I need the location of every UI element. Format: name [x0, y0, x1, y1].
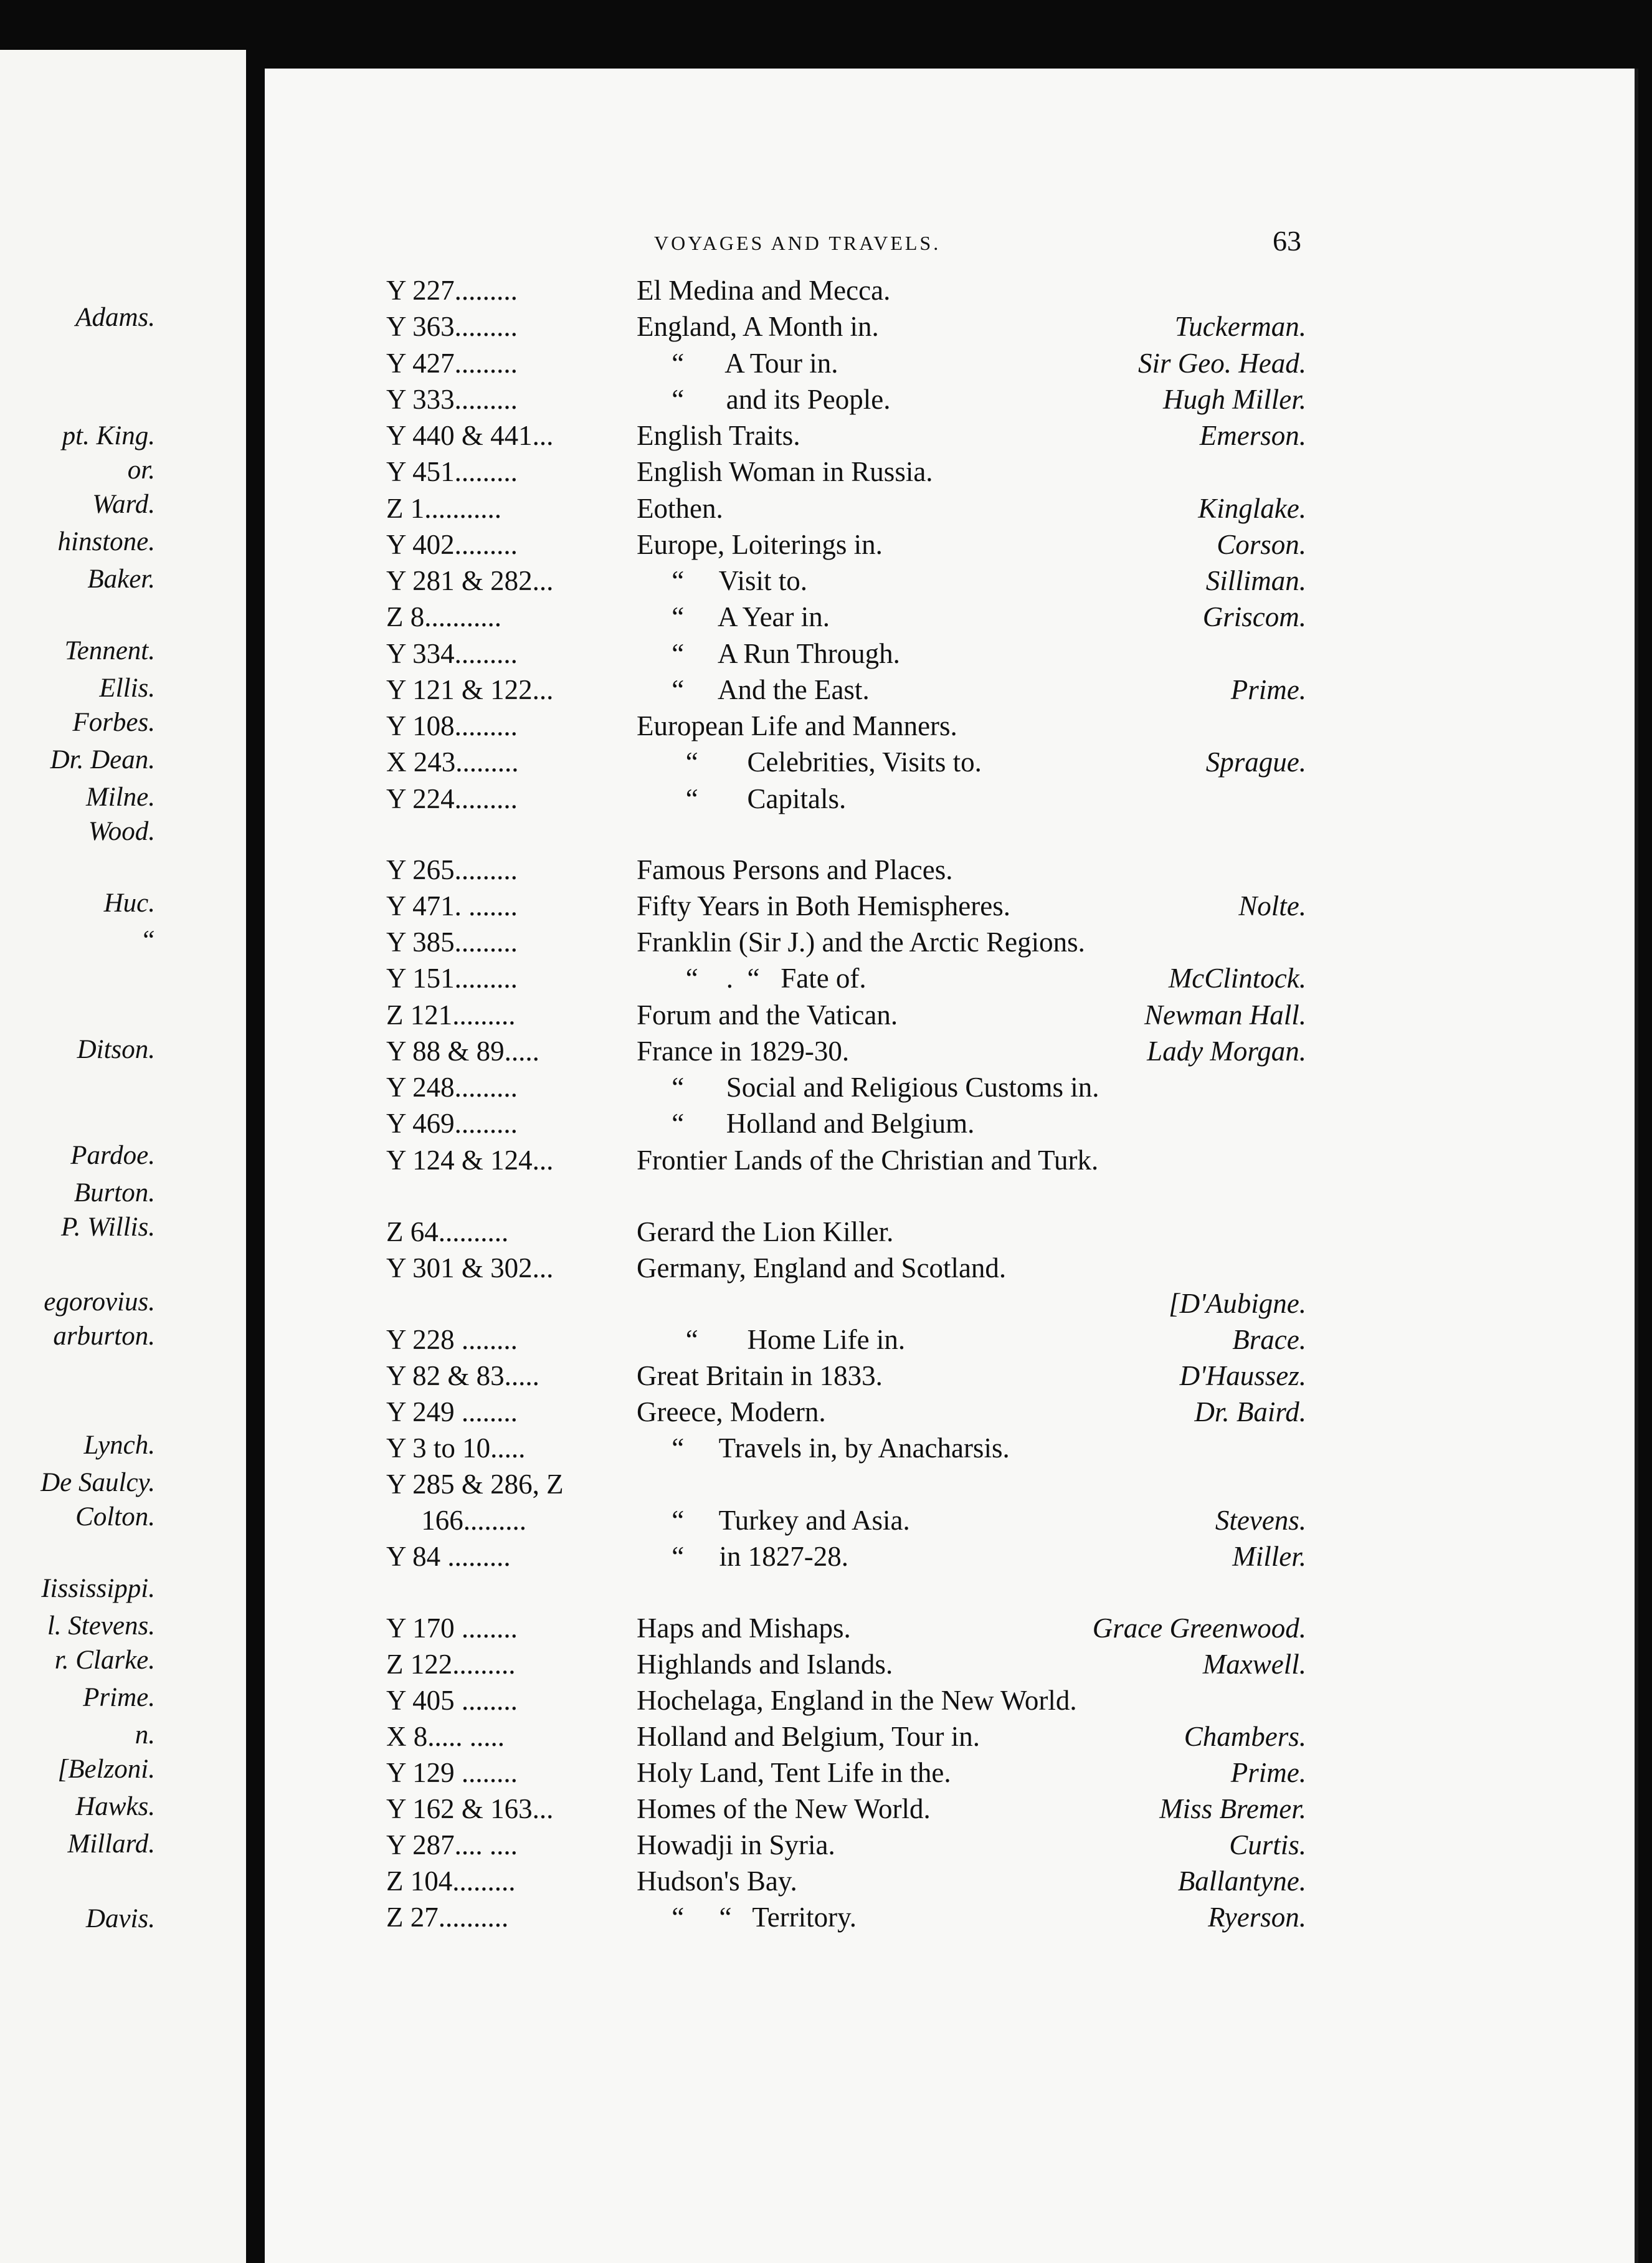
- left-page-line: Burton.: [74, 1178, 155, 1208]
- entry-code: Y 227.........: [386, 275, 518, 306]
- catalog-entry: [0, 1396, 1652, 1433]
- entry-author: Sprague.: [1205, 746, 1306, 778]
- entry-title: Hudson's Bay.: [637, 1865, 797, 1897]
- entry-code: Y 405 ........: [386, 1685, 518, 1716]
- entry-title: Holy Land, Tent Life in the.: [637, 1757, 951, 1788]
- catalog-entry: [0, 492, 1652, 530]
- entry-title: Franklin (Sir J.) and the Arctic Regions.: [637, 927, 1085, 958]
- entry-author: Dr. Baird.: [1194, 1396, 1306, 1427]
- catalog-entry: [0, 1720, 1652, 1758]
- left-page-line: arburton.: [53, 1322, 155, 1351]
- catalog-entry: [0, 1612, 1652, 1649]
- catalog-entry: [0, 1540, 1652, 1578]
- catalog-entry: [0, 1793, 1652, 1830]
- entry-author: Prime.: [1230, 1757, 1306, 1788]
- catalog-entry: [0, 637, 1652, 675]
- catalog-entry: [0, 890, 1652, 927]
- page-number: 63: [1273, 225, 1301, 257]
- catalog-entry: [0, 565, 1652, 602]
- catalog-entry: [0, 1468, 1652, 1505]
- left-page-line: “: [140, 926, 155, 955]
- catalog-entry: [0, 1901, 1652, 1938]
- entry-author: Hugh Miller.: [1163, 384, 1306, 415]
- catalog-entry: [0, 783, 1652, 820]
- entry-author: Sir Geo. Head.: [1138, 348, 1306, 379]
- entry-author: Stevens.: [1215, 1505, 1306, 1536]
- entry-title: “ Visit to.: [637, 565, 807, 596]
- catalog-entry: [0, 1648, 1652, 1685]
- left-page-line: l. Stevens.: [47, 1611, 155, 1641]
- entry-code: Y 287.... ....: [386, 1829, 518, 1860]
- entry-code: Y 363.........: [386, 311, 518, 342]
- left-page-line: Adams.: [75, 303, 155, 332]
- entry-author: Newman Hall.: [1144, 999, 1306, 1031]
- entry-title: Great Britain in 1833.: [637, 1360, 883, 1391]
- running-header: VOYAGES AND TRAVELS.: [654, 232, 941, 254]
- entry-code: Y 333.........: [386, 384, 518, 415]
- left-page-line: Forbes.: [72, 708, 155, 737]
- entry-code: Y 451.........: [386, 456, 518, 487]
- entry-title: Haps and Mishaps.: [637, 1613, 851, 1644]
- entry-author: D'Haussez.: [1179, 1360, 1306, 1391]
- entry-title: Highlands and Islands.: [637, 1649, 893, 1680]
- entry-title: Holland and Belgium, Tour in.: [637, 1721, 980, 1752]
- entry-title: “ Capitals.: [637, 783, 847, 814]
- entry-title: “ And the East.: [637, 674, 870, 705]
- entry-title: Famous Persons and Places.: [637, 854, 953, 885]
- entry-author: Maxwell.: [1202, 1649, 1306, 1680]
- catalog-entry: [0, 1035, 1652, 1072]
- entry-title: Howadji in Syria.: [637, 1829, 835, 1860]
- entry-code: Z 1...........: [386, 493, 501, 524]
- entry-title: “ Home Life in.: [637, 1324, 906, 1355]
- entry-code: Z 27..........: [386, 1902, 509, 1933]
- entry-author: Nolte.: [1238, 890, 1306, 922]
- catalog-entry: [0, 962, 1652, 999]
- entry-code: Y 108.........: [386, 710, 518, 741]
- entry-author: Miller.: [1232, 1541, 1306, 1572]
- entry-code: Y 471. .......: [386, 890, 518, 922]
- entry-code: Y 228 ........: [386, 1324, 518, 1355]
- entry-author: Miss Bremer.: [1159, 1793, 1306, 1824]
- entry-code: Y 427.........: [386, 348, 518, 379]
- entry-author: Kinglake.: [1198, 493, 1306, 524]
- left-page-line: or.: [127, 455, 155, 485]
- left-page-line: P. Willis.: [61, 1212, 155, 1242]
- entry-title: European Life and Manners.: [637, 710, 957, 741]
- catalog-entry: [0, 455, 1652, 493]
- entry-code: Z 8...........: [386, 601, 501, 632]
- left-page-line: Millard.: [67, 1829, 155, 1859]
- entry-author: McClintock.: [1168, 963, 1306, 994]
- entry-code: Z 64..........: [386, 1216, 509, 1247]
- left-page-line: [Belzoni.: [57, 1755, 155, 1784]
- catalog-entry: [0, 854, 1652, 891]
- catalog-entry: [0, 1107, 1652, 1145]
- catalog-entry: [0, 310, 1652, 348]
- entry-code: Y 248.........: [386, 1072, 518, 1103]
- left-page-line: Pardoe.: [70, 1141, 155, 1170]
- catalog-entry: [0, 1684, 1652, 1722]
- left-page-line: Hawks.: [75, 1792, 155, 1821]
- entry-code: Y 3 to 10.....: [386, 1432, 526, 1464]
- entry-code: Y 162 & 163...: [386, 1793, 554, 1824]
- catalog-entry: [0, 926, 1652, 963]
- entry-title: English Traits.: [637, 420, 800, 451]
- entry-author: [D'Aubigne.: [1169, 1288, 1306, 1319]
- entry-code: Y 440 & 441...: [386, 420, 554, 451]
- catalog-entry: [0, 1756, 1652, 1794]
- entry-title: “ A Run Through.: [637, 638, 900, 669]
- left-page-line: Iississippi.: [41, 1574, 155, 1603]
- entry-author: Brace.: [1232, 1324, 1306, 1355]
- entry-title: “ Holland and Belgium.: [637, 1108, 975, 1139]
- left-page-line: Tennent.: [64, 636, 155, 665]
- entry-code: Z 122.........: [386, 1649, 516, 1680]
- entry-title: “ in 1827-28.: [637, 1541, 848, 1572]
- catalog-entry: [0, 999, 1652, 1036]
- entry-author: Emerson.: [1199, 420, 1306, 451]
- entry-title: Germany, England and Scotland.: [637, 1252, 1007, 1284]
- entry-code: Y 301 & 302...: [386, 1252, 554, 1284]
- entry-code: Y 129 ........: [386, 1757, 518, 1788]
- catalog-entry: [0, 1504, 1652, 1541]
- left-page-line: Prime.: [83, 1683, 155, 1712]
- left-page-line: Ellis.: [99, 674, 155, 703]
- left-page-line: egorovius.: [44, 1287, 155, 1317]
- entry-title: Frontier Lands of the Christian and Turk.: [637, 1145, 1099, 1176]
- entry-title: “ Social and Religious Customs in.: [637, 1072, 1099, 1103]
- catalog-entry: [0, 1144, 1652, 1181]
- entry-author: Ryerson.: [1208, 1902, 1306, 1933]
- entry-code: Y 249 ........: [386, 1396, 518, 1427]
- entry-title: “ Turkey and Asia.: [637, 1505, 910, 1536]
- entry-code: 166.........: [386, 1505, 526, 1536]
- entry-title: France in 1829-30.: [637, 1036, 850, 1067]
- catalog-entry: [0, 347, 1652, 384]
- entry-title: “ Celebrities, Visits to.: [637, 746, 982, 778]
- entry-author: Prime.: [1230, 674, 1306, 705]
- entry-code: Y 224.........: [386, 783, 518, 814]
- entry-code: Y 124 & 124...: [386, 1145, 554, 1176]
- catalog-entry: [0, 528, 1652, 566]
- left-page-line: hinstone.: [57, 527, 155, 556]
- entry-code: Y 385.........: [386, 927, 518, 958]
- left-page-line: Dr. Dean.: [50, 745, 155, 774]
- entry-code: Y 285 & 286, Z: [386, 1469, 564, 1500]
- left-page-line: Baker.: [87, 565, 155, 594]
- entry-title: El Medina and Mecca.: [637, 275, 891, 306]
- entry-code: Y 88 & 89.....: [386, 1036, 539, 1067]
- catalog-entry: [0, 1360, 1652, 1397]
- left-page-line: r. Clarke.: [54, 1646, 155, 1675]
- entry-title: English Woman in Russia.: [637, 456, 933, 487]
- catalog-entry: [0, 1323, 1652, 1361]
- entry-title: Eothen.: [637, 493, 723, 524]
- entry-title: “ A Tour in.: [637, 348, 838, 379]
- catalog-entry: [0, 1829, 1652, 1866]
- catalog-entry: [0, 1252, 1652, 1289]
- entry-code: X 243.........: [386, 746, 519, 778]
- left-page-line: De Saulcy.: [40, 1468, 155, 1497]
- catalog-entry: [0, 1432, 1652, 1469]
- entry-code: Y 402.........: [386, 529, 518, 560]
- catalog-entry: [0, 383, 1652, 421]
- entry-code: Y 469.........: [386, 1108, 518, 1139]
- entry-title: “ . “ Fate of.: [637, 963, 866, 994]
- entry-title: “ Travels in, by Anacharsis.: [637, 1432, 1010, 1464]
- left-page-line: Wood.: [88, 817, 155, 846]
- entry-author: Tuckerman.: [1174, 311, 1306, 342]
- entry-title: Greece, Modern.: [637, 1396, 826, 1427]
- entry-author: Chambers.: [1184, 1721, 1306, 1752]
- entry-code: Y 334.........: [386, 638, 518, 669]
- catalog-entry: [0, 1071, 1652, 1108]
- entry-code: Y 265.........: [386, 854, 518, 885]
- entry-title: Europe, Loiterings in.: [637, 529, 883, 560]
- entry-title: England, A Month in.: [637, 311, 879, 342]
- entry-title: “ A Year in.: [637, 601, 830, 632]
- entry-title: “ and its People.: [637, 384, 891, 415]
- entry-author: Lady Morgan.: [1147, 1036, 1306, 1067]
- entry-title: Fifty Years in Both Hemispheres.: [637, 890, 1010, 922]
- catalog-entry: [0, 1287, 1652, 1325]
- entry-title: Homes of the New World.: [637, 1793, 931, 1824]
- entry-code: Y 121 & 122...: [386, 674, 554, 705]
- entry-code: Y 82 & 83.....: [386, 1360, 539, 1391]
- entry-author: Curtis.: [1229, 1829, 1306, 1860]
- entry-title: Gerard the Lion Killer.: [637, 1216, 894, 1247]
- left-page-line: Huc.: [103, 889, 155, 918]
- entry-code: Y 84 .........: [386, 1541, 511, 1572]
- entry-author: Silliman.: [1205, 565, 1306, 596]
- catalog-entry: [0, 419, 1652, 457]
- left-page-line: n.: [135, 1720, 155, 1750]
- entry-author: Corson.: [1217, 529, 1306, 560]
- left-page-line: Davis.: [85, 1904, 155, 1933]
- left-page-line: Milne.: [85, 783, 155, 812]
- catalog-entry: [0, 601, 1652, 638]
- entry-code: Y 151.........: [386, 963, 518, 994]
- entry-author: Grace Greenwood.: [1092, 1613, 1306, 1644]
- catalog-entry: [0, 746, 1652, 783]
- entry-code: Y 170 ........: [386, 1613, 518, 1644]
- entry-title: Hochelaga, England in the New World.: [637, 1685, 1077, 1716]
- left-page-line: Lynch.: [83, 1431, 155, 1460]
- left-page-line: Ward.: [92, 490, 155, 519]
- catalog-entry: [0, 710, 1652, 747]
- entry-code: Z 104.........: [386, 1865, 516, 1897]
- left-page-line: Colton.: [75, 1502, 155, 1532]
- entry-author: Griscom.: [1202, 601, 1306, 632]
- catalog-entry: [0, 1865, 1652, 1902]
- catalog-entry: [0, 1216, 1652, 1253]
- left-page-line: pt. King.: [62, 421, 155, 450]
- catalog-entry: [0, 274, 1652, 312]
- entry-code: Z 121.........: [386, 999, 516, 1031]
- catalog-entry: [0, 674, 1652, 711]
- entry-title: “ “ Territory.: [637, 1902, 857, 1933]
- entry-code: Y 281 & 282...: [386, 565, 554, 596]
- entry-author: Ballantyne.: [1177, 1865, 1306, 1897]
- left-page-line: Ditson.: [77, 1035, 155, 1064]
- entry-code: X 8..... .....: [386, 1721, 505, 1752]
- entry-title: Forum and the Vatican.: [637, 999, 898, 1031]
